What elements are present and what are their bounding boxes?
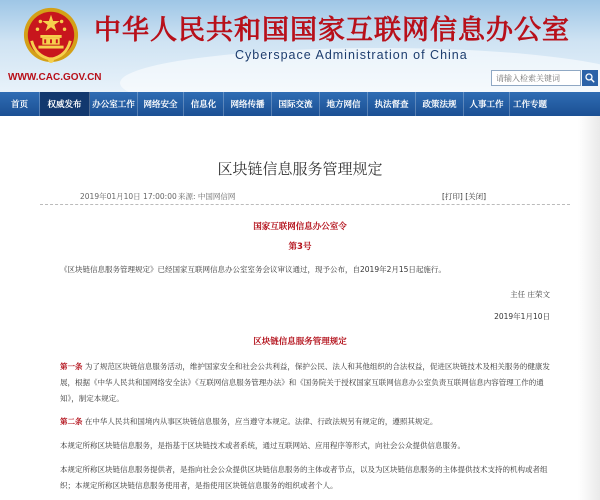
nav-item-local-cac[interactable]: 地方网信 — [320, 92, 368, 116]
decree-intro: 《区块链信息服务管理规定》已经国家互联网信息办公室室务会议审议通过，现予公布，自2019年2月15日起施行。 — [60, 265, 446, 274]
nav-item-international-exchange[interactable]: 国际交流 — [272, 92, 320, 116]
nav-item-policy-regulations[interactable]: 政策法规 — [416, 92, 464, 116]
page-edge-shadow — [578, 116, 600, 500]
nav-item-special-topics[interactable]: 工作专题 — [513, 100, 548, 110]
nav-item-authority-release[interactable]: 权威发布 — [40, 92, 90, 116]
print-close-links[interactable]: [打印] [关闭] — [442, 192, 487, 201]
nav-item-personnel-work[interactable]: 人事工作 — [464, 92, 510, 116]
sign-date: 2019年1月10日 — [494, 312, 550, 321]
article-date: 2019年01月10日 17:00:00 — [80, 192, 177, 201]
site-title: 中华人民共和国国家互联网信息办公室 — [94, 15, 570, 46]
article — [0, 116, 600, 500]
paragraph-3: 本规定所称区块链信息服务，是指基于区块链技术或者系统，通过互联网站、应用程序等形式，向社会公众提供信息服务。 — [60, 441, 465, 450]
main-nav — [0, 92, 600, 116]
search-icon — [585, 73, 595, 83]
article-1-text: 为了规范区块链信息服务活动，维护国家安全和社会公共利益，保护公民、法人和其他组织的合法权益，促进区块链技术及相关服务的健康发展，根据《中华人民共和国网络安全法》《互联网信息服务管理办法》和《国务院关于授权国家互联网信息办公室负责互联网信息内容管理工作的通知》，制定本规定。 — [60, 362, 550, 403]
nav-item-cybersecurity[interactable]: 网络安全 — [138, 92, 184, 116]
article-source: 来源: 中国网信网 — [178, 192, 236, 201]
article-2-label: 第二条 — [60, 417, 83, 426]
site-subtitle: Cyberspace Administration of China — [235, 48, 468, 62]
national-emblem-icon — [22, 6, 80, 64]
nav-item-law-enforcement[interactable]: 执法督查 — [368, 92, 416, 116]
search-button[interactable] — [582, 70, 598, 86]
article-title: 区块链信息服务管理规定 — [217, 160, 383, 178]
article-2-text: 在中华人民共和国境内从事区块链信息服务，应当遵守本规定。法律、行政法规另有规定的，遵照其规定。 — [84, 417, 438, 426]
decree-issuer: 国家互联网信息办公室令 — [253, 222, 347, 232]
nav-item-office-work[interactable]: 办公室工作 — [90, 92, 138, 116]
search-input[interactable] — [491, 70, 581, 86]
nav-item-home[interactable]: 首页 — [0, 92, 40, 116]
article-1-label: 第一条 — [60, 362, 83, 371]
site-url[interactable]: WWW.CAC.GOV.CN — [8, 72, 102, 83]
nav-item-network-communication[interactable]: 网络传播 — [224, 92, 272, 116]
paragraph-4: 本规定所称区块链信息服务提供者，是指向社会公众提供区块链信息服务的主体或者节点，以及为区块链信息服务的主体提供技术支持的机构或者组织；本规定所称区块链信息服务使用者，是指使用区块链信息服务的组织或者个人。 — [60, 465, 548, 490]
regulation-title: 区块链信息服务管理规定 — [253, 337, 347, 347]
site-header — [0, 0, 600, 92]
nav-item-informatization[interactable]: 信息化 — [184, 92, 224, 116]
article-2 — [60, 414, 560, 430]
decree-number: 第3号 — [288, 242, 312, 252]
signatory: 主任 庄荣文 — [510, 290, 550, 299]
meta-divider — [40, 204, 570, 205]
article-1 — [60, 359, 560, 407]
